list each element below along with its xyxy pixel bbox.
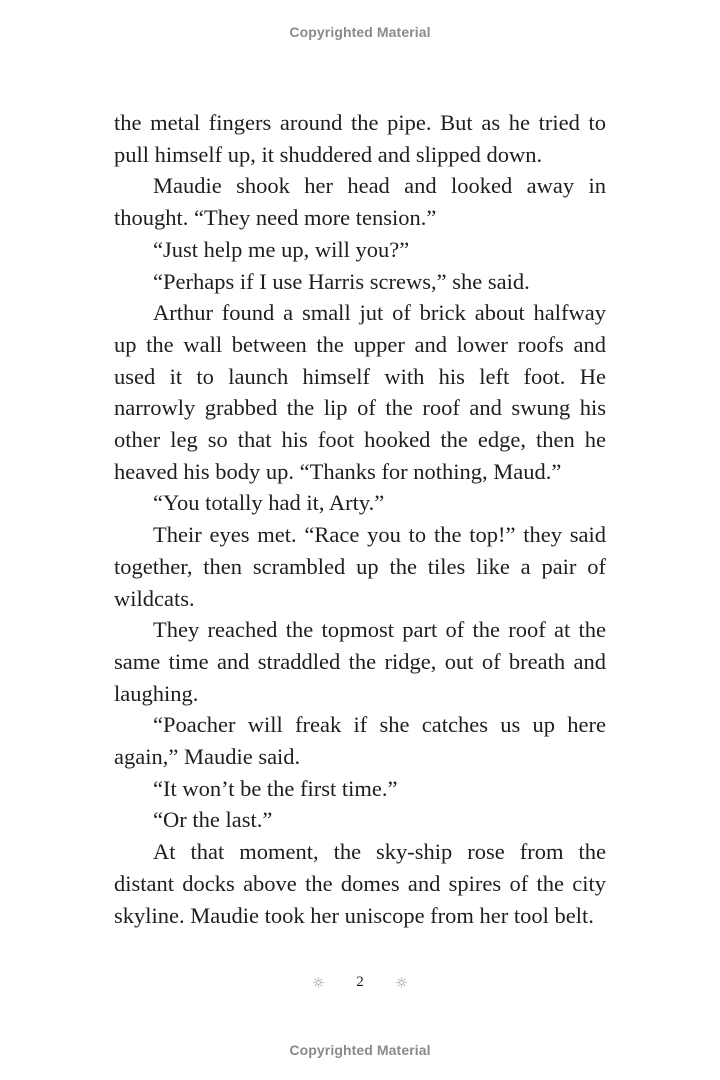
paragraph: They reached the topmost part of the roof at the same time and straddled the ridge, out of breath and laughing. [114,617,606,706]
page-footer [0,970,720,994]
sun-ornament-icon [396,977,407,988]
paragraph: “Perhaps if I use Harris screws,” she said. [153,268,530,294]
paragraph: “It won’t be the first time.” [153,775,398,801]
watermark-bottom: Copyrighted Material [289,1042,431,1058]
body-text [114,107,606,931]
paragraph: Their eyes met. “Race you to the top!” they said together, then scrambled up the tiles like a pair of wildcats. [114,522,606,611]
paragraph: “Or the last.” [153,807,273,833]
page-number: 2 [356,973,364,990]
paragraph: “You totally had it, Arty.” [153,490,385,516]
paragraph: “Just help me up, will you?” [153,236,410,262]
paragraph: Arthur found a small jut of brick about halfway up the wall between the upper and lower roofs and used it to launch himself with his left foot. He narrowly grabbed the lip of the roof and swung his other leg so that his foot hooked the edge, then he heaved his body up. “Thanks for nothing, Maud.” [114,300,606,484]
watermark-top: Copyrighted Material [289,24,431,40]
paragraph: Maudie shook her head and looked away in thought. “They need more tension.” [114,173,606,231]
paragraph: “Poacher will freak if she catches us up here again,” Maudie said. [114,712,606,770]
paragraph: the metal fingers around the pipe. But as he tried to pull himself up, it shuddered and slipped down. [114,110,606,167]
sun-ornament-icon [313,977,324,988]
paragraph: At that moment, the sky-ship rose from the distant docks above the domes and spires of the city skyline. Maudie took her uniscope from her tool belt. [114,839,606,928]
